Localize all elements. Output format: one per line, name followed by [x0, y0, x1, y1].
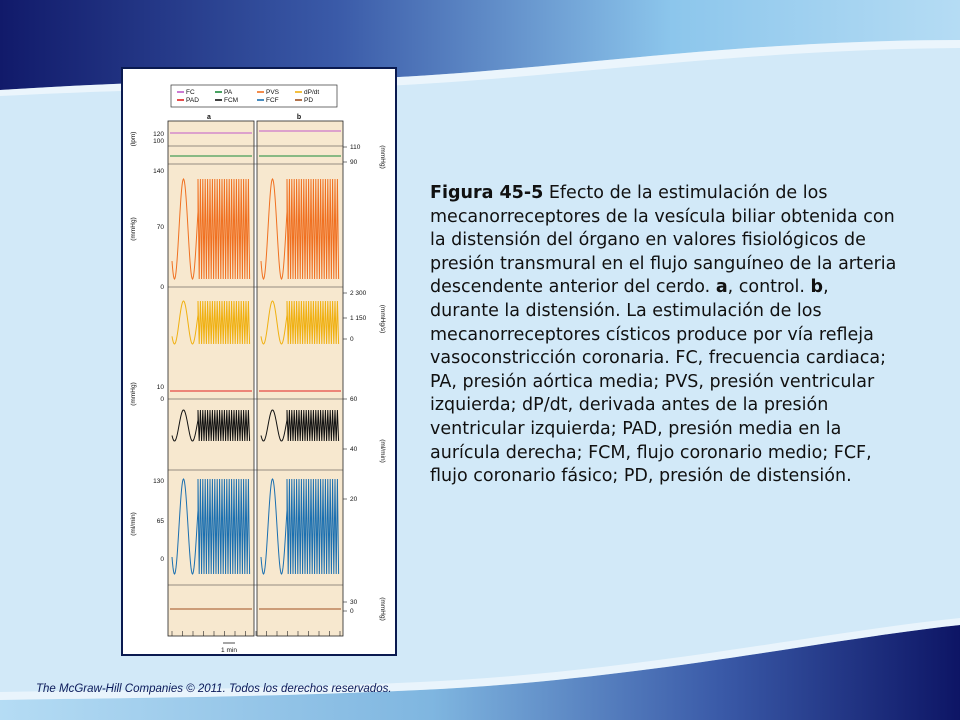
- right-tick-label: 0: [350, 608, 354, 615]
- right-unit-label: (mmHg/s): [379, 304, 386, 334]
- right-tick-label: 90: [350, 159, 358, 166]
- right-unit-label: (mmHg): [379, 145, 386, 169]
- left-unit-label: (mmHg): [130, 382, 137, 406]
- left-tick-label: 120: [153, 131, 164, 138]
- panel-b-label: b: [296, 114, 302, 121]
- right-tick-label: 2 300: [350, 290, 367, 297]
- right-tick-label: 0: [350, 336, 354, 343]
- right-tick-label: 20: [350, 496, 358, 503]
- caption-text-3: , durante la distensión. La estimulación de los mecanorreceptores císticos produce por vía refleja vasoconstricción coronaria. FC, frecuencia cardiaca; PA, presión aórtica media; PVS, presión ventricular izquierda; dP/dt, derivada antes de la presión ventricular izquierda; PAD, presión media en la aurícula derecha; FCM, flujo coronario medio; FCF, flujo coronario fásico; PD, presión de distensión.: [430, 277, 887, 487]
- left-tick-label: 0: [160, 556, 164, 563]
- legend-label: PD: [304, 97, 314, 104]
- caption-letter-a: a: [715, 277, 728, 298]
- right-unit-label: (ml/min): [379, 439, 386, 463]
- figure-caption: [430, 182, 900, 489]
- legend-label: PAD: [186, 97, 199, 104]
- left-unit-label: (mmHg): [130, 217, 137, 241]
- legend-label: FCM: [224, 97, 239, 104]
- left-tick-label: 0: [160, 284, 164, 291]
- legend-label: dP/dt: [304, 89, 320, 96]
- right-tick-label: 110: [350, 144, 361, 151]
- copyright-footer: The McGraw-Hill Companies © 2011. Todos los derechos reservados.: [36, 683, 392, 695]
- right-tick-label: 30: [350, 599, 358, 606]
- right-unit-label: (mmHg): [379, 597, 386, 621]
- caption-text-1: Efecto de la estimulación de los mecanorreceptores de la vesícula biliar obtenida con la distensión del órgano en valores fisiológicos de presión transmural en el flujo sanguíneo de la arteria descendente anterior del cerdo.: [430, 183, 897, 298]
- right-tick-label: 60: [350, 396, 358, 403]
- left-tick-label: 130: [153, 478, 164, 485]
- right-tick-label: 40: [350, 446, 358, 453]
- caption-figure-label: Figura 45-5: [430, 183, 544, 203]
- left-tick-label: 100: [153, 138, 164, 145]
- right-tick-label: 1 150: [350, 315, 367, 322]
- left-unit-label: (ml/min): [130, 512, 137, 536]
- left-tick-label: 70: [156, 224, 164, 231]
- figure-image: [121, 67, 397, 656]
- left-tick-label: 65: [156, 518, 164, 525]
- left-tick-label: 140: [153, 168, 164, 175]
- caption-letter-b: b: [810, 277, 824, 298]
- panel-a-label: a: [207, 114, 211, 121]
- legend-label: PVS: [266, 89, 280, 96]
- legend-label: FCF: [266, 97, 279, 104]
- legend-label: FC: [186, 89, 195, 96]
- left-tick-label: 0: [160, 396, 164, 403]
- left-tick-label: 10: [156, 384, 164, 391]
- caption-text-2: , control.: [727, 277, 811, 298]
- left-unit-label: (lpm): [130, 131, 137, 147]
- legend-label: PA: [224, 89, 233, 96]
- scale-bar-label: 1 min: [221, 647, 237, 654]
